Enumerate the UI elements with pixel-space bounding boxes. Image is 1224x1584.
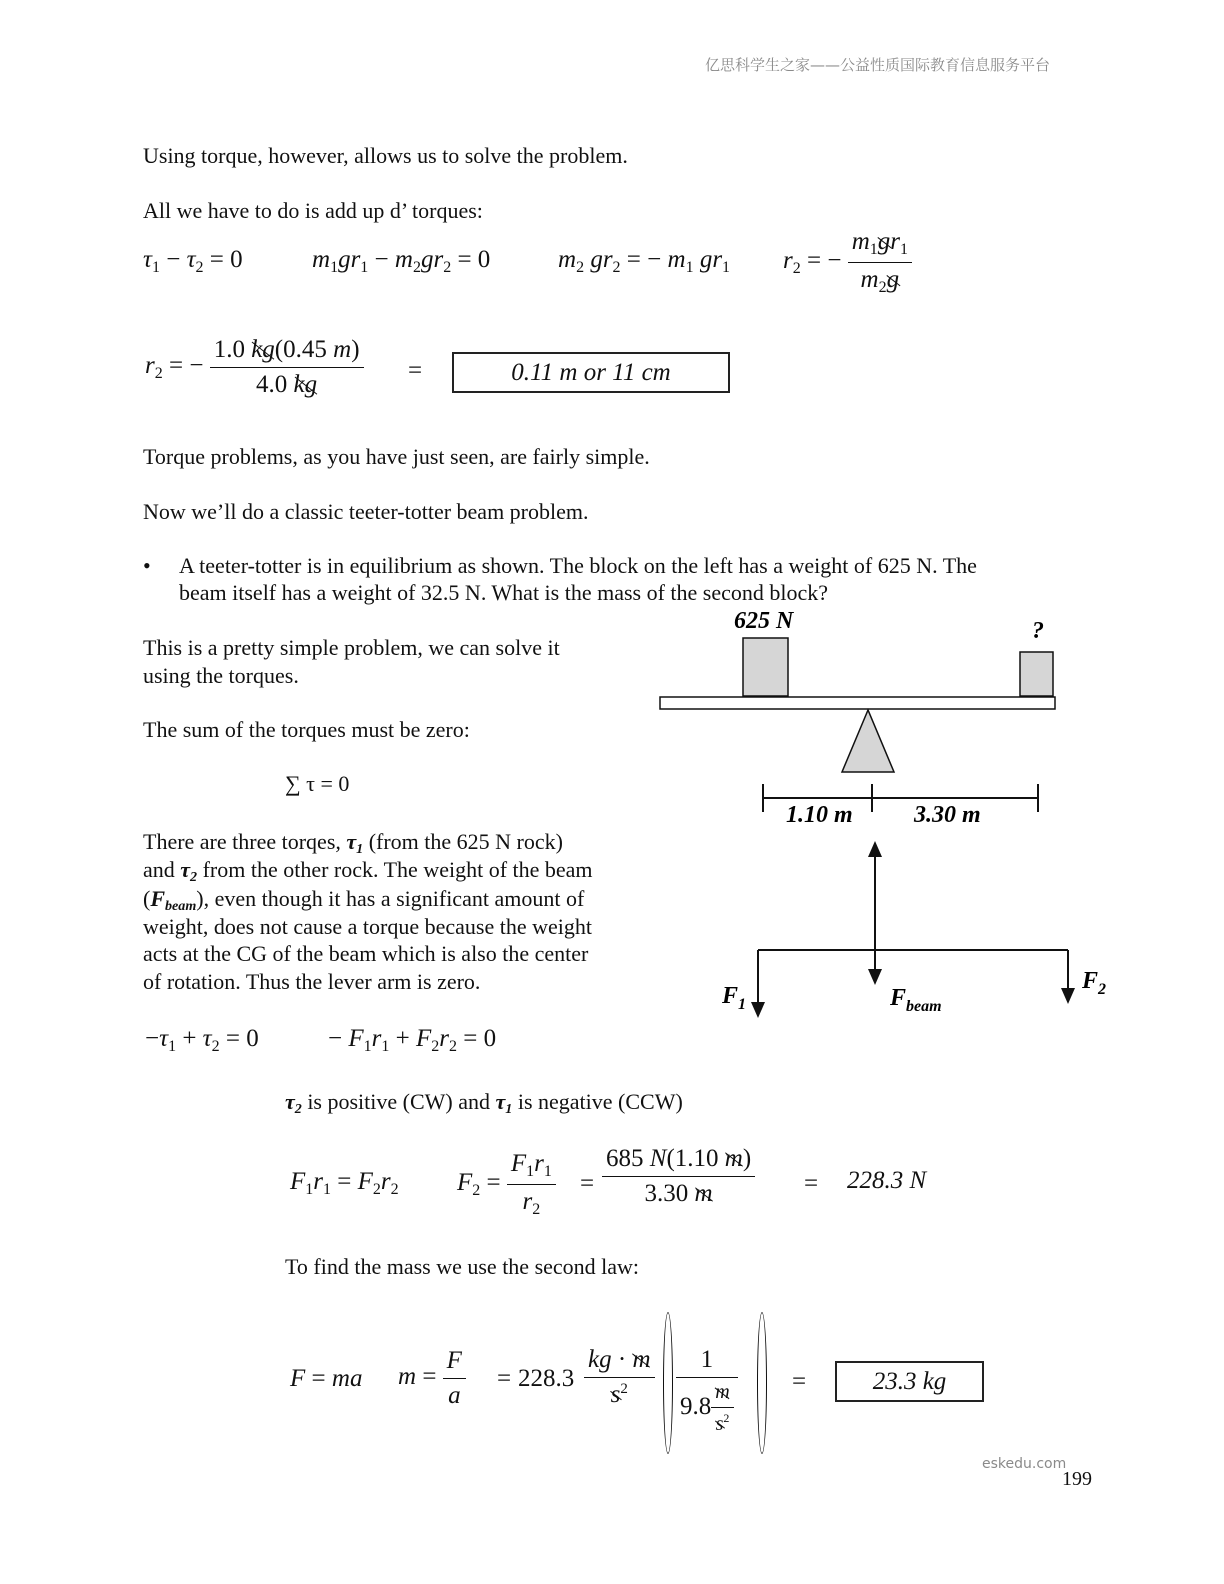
paragraph-intro: Using torque, however, allows us to solve the problem.: [143, 143, 628, 168]
f1-label: $F_1$: [722, 983, 747, 1013]
normal-force-arrowhead: [868, 841, 882, 857]
problem-statement-line2: beam itself has a weight of 32.5 N. What is the mass of the second block?: [179, 580, 829, 605]
paragraph-three-torques-line2: and $\tau_2$ from the other rock. The weight of the beam: [143, 857, 593, 886]
result-f2: 228.3 N: [847, 1167, 927, 1194]
equals-sign: =: [497, 1365, 512, 1392]
equals-sign: =: [580, 1170, 595, 1197]
force-value: 228.3: [518, 1365, 575, 1392]
f2-arrowhead: [1061, 988, 1075, 1004]
problem-statement-line1: A teeter-totter is in equilibrium as shown. The block on the left has a weight of 625 N. The: [179, 553, 977, 578]
equals-sign: =: [792, 1368, 807, 1395]
equation-torque-balance: $\tau_1 - \tau_2 = 0$: [143, 246, 243, 276]
f1-arrowhead: [751, 1002, 765, 1018]
equation-r2-solved: $r_2$ = − $\frac{m_1gr_1}{m_2g}$: [783, 228, 912, 297]
paragraph-teeter-intro: Now we’ll do a classic teeter-totter beam problem.: [143, 499, 589, 524]
reciprocal-gravity: 1 9.8 $\frac{m}{s^2}$: [676, 1346, 738, 1436]
equation-mass-solved: m = $\frac{F}{a}$: [398, 1347, 466, 1410]
paragraph-sum-zero: The sum of the torques must be zero:: [143, 717, 470, 742]
f2-label: $F_2$: [1082, 968, 1107, 998]
equals-sign: =: [408, 357, 423, 384]
equation-f2-numeric: $\frac{685 N(1.10 m)}{3.30 m}$: [602, 1145, 755, 1208]
paragraph-torque-simple: Torque problems, as you have just seen, are fairly simple.: [143, 444, 650, 469]
paragraph-sign-convention: $\tau_2$ is positive (CW) and $\tau_1$ is negative (CCW): [285, 1089, 683, 1118]
answer-box-r2: 0.11 m or 11 cm: [452, 352, 730, 393]
left-block-label: 625 N: [734, 608, 794, 634]
equals-sign: =: [804, 1170, 819, 1197]
equation-rearranged: $m_2$ $gr_2$ = − $m_1$ $gr_1$: [558, 246, 731, 276]
equation-signed-torques: $-\tau_1 + \tau_2 = 0$: [145, 1025, 259, 1055]
page-number: 199: [1062, 1468, 1092, 1490]
equation-expanded-torques: $m_1gr_1 - m_2gr_2 = 0$: [312, 246, 491, 276]
equation-r2-numeric: $r_2$ = − $\frac{1.0 kg(0.45 m)}{4.0 kg}$: [145, 336, 364, 399]
paragraph-three-torques-line6: of rotation. Thus the lever arm is zero.: [143, 969, 481, 994]
paragraph-simple-line2: using the torques.: [143, 663, 299, 688]
teeter-totter-diagram: [650, 600, 1120, 1030]
watermark: eskedu.com: [982, 1456, 1067, 1472]
paragraph-three-torques-line5: acts at the CG of the beam which is also the center: [143, 941, 589, 966]
paragraph-three-torques-line3: $(F_{beam})$, even though it has a significant amount of: [143, 886, 585, 915]
distance-left-label: 1.10 m: [786, 802, 853, 828]
left-block: [743, 638, 788, 696]
paragraph-add-torques: All we have to do is add up d’ torques:: [143, 198, 483, 223]
paragraph-simple-line1: This is a pretty simple problem, we can solve it: [143, 635, 560, 660]
fulcrum: [842, 710, 894, 772]
beam-weight-arrowhead: [868, 969, 882, 985]
paragraph-second-law: To find the mass we use the second law:: [285, 1254, 640, 1279]
answer-box-mass: 23.3 kg: [835, 1361, 984, 1402]
right-block: [1020, 652, 1053, 696]
equation-signed-forces: − $F_1r_1 + F_2r_2 = 0$: [328, 1025, 497, 1055]
distance-right-label: 3.30 m: [914, 802, 981, 828]
fbeam-label: $F_{beam}$: [890, 985, 942, 1015]
equation-force-balance: $F_1r_1 = F_2r_2$: [290, 1168, 399, 1198]
paragraph-three-torques-line1: There are three torqes, $\tau_1$ (from the 625 N rock): [143, 829, 563, 858]
equation-second-law: F = ma: [290, 1365, 363, 1392]
bullet-marker: •: [143, 553, 151, 578]
page-header: 亿思科学生之家——公益性质国际教育信息服务平台: [705, 56, 1051, 74]
right-block-label: ?: [1032, 618, 1044, 644]
paragraph-three-torques-line4: weight, does not cause a torque because the weight: [143, 914, 593, 939]
equation-torque-sum: ∑ τ = 0: [285, 771, 350, 796]
equation-f2-solved: $F_2$ = $\frac{F_1r_1}{r_2}$: [457, 1150, 556, 1219]
unit-fraction: $\frac{kg \cdot m}{s^2}$: [584, 1346, 655, 1409]
beam: [660, 697, 1055, 709]
